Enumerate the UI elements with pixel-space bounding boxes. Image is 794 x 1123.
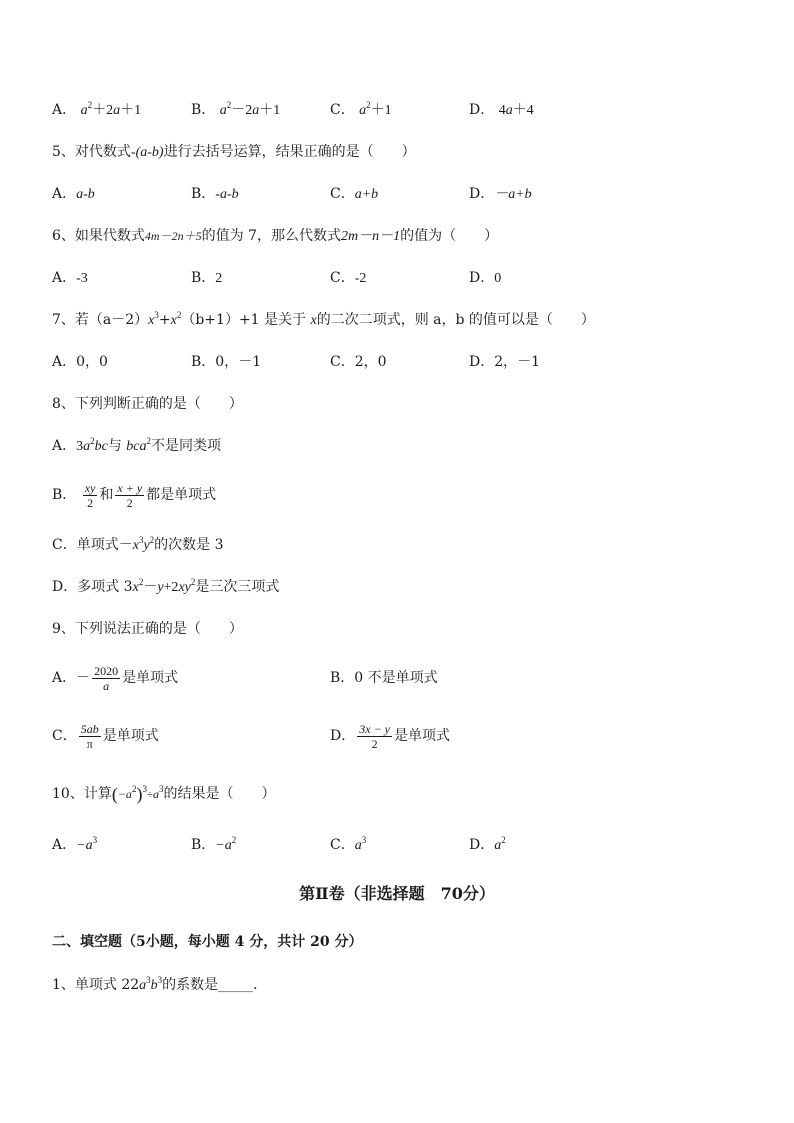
q8-option-b: B． $\frac{xy}{2}$ 和 $\frac{x + y}{2}$ 都是单项式	[52, 480, 217, 510]
part-title: 二、填空题（5小题，每小题 4 分，共计 20 分）	[52, 934, 363, 950]
q8-stem: 8、下列判断正确的是（ ）	[52, 396, 243, 412]
q8-option-d: D．多项式 $3x^2-y+2xy^2$是三次三项式	[52, 577, 280, 595]
q6-stem: 6、如果代数式4m－2n＋5的值为 7，那么代数式2m－n－1的值为（ ）	[52, 228, 499, 244]
q8-fraction-x-plus-y: $\frac{x + y}{2}$	[117, 480, 143, 510]
q9-option-a: A．－ $\frac{2020}{a}$ 是单项式	[52, 663, 179, 693]
q5-option-d: D．－a+b	[469, 186, 532, 202]
q5-stem: 5、对代数式-(a-b)进行去括号运算，结果正确的是（ ）	[52, 144, 416, 160]
q9-fraction-2020-a: $\frac{2020}{a}$	[94, 663, 119, 693]
q6-option-b: B．2	[191, 270, 223, 286]
q8-fraction-xy: $\frac{xy}{2}$	[84, 480, 96, 510]
q7-option-d: D．2，－1	[469, 354, 541, 370]
q8-option-c: C．单项式$-x^3y^2$的次数是 3	[52, 535, 224, 553]
q5-option-b: B．-a-b	[191, 186, 239, 202]
q4-option-d: D． 4a＋4	[469, 102, 534, 118]
q10-option-a: A．$-a^3$	[52, 835, 98, 853]
q7-option-c: C．2，0	[330, 354, 387, 370]
q6-option-a: A．-3	[52, 270, 88, 286]
q7-option-b: B．0，－1	[191, 354, 262, 370]
q10-option-b: B．$-a^2$	[191, 835, 237, 853]
q9-stem: 9、下列说法正确的是（ ）	[52, 621, 243, 637]
q7-stem: 7、若$(a-2)x^3+x^2(b+1)+1$ 是关于 x的二次二项式，则 a，b 的值可以是（ ）	[52, 310, 595, 328]
fill-q1: 1、单项式 $22a^3b^3$的系数是_____．	[52, 975, 268, 993]
q6-option-d: D．0	[469, 270, 502, 286]
q4-option-a: A． $a^2+2a+1$	[52, 100, 142, 118]
section-title: 第Ⅱ卷（非选择题 70分）	[299, 884, 495, 903]
q9-fraction-5ab-pi: $\frac{5ab}{\pi}$	[80, 721, 99, 751]
q9-option-d: D． $\frac{3x - y}{2}$ 是单项式	[330, 721, 450, 751]
q5-option-a: A．a-b	[52, 186, 95, 202]
q6-option-c: C．-2	[330, 270, 367, 286]
q7-option-a: A．0，0	[52, 354, 108, 370]
q5-option-c: C．a+b	[330, 186, 379, 202]
q10-stem: 10、计算$(-a^2)^3\div a^3$的结果是（ ）	[52, 784, 276, 804]
q10-option-c: C．$a^3$	[330, 835, 367, 853]
q8-option-a: A．$3a^2bc$与 bca$^2$不是同类项	[52, 436, 222, 454]
q4-option-c: C． $a^2+1$	[330, 100, 392, 118]
q9-option-c: C． $\frac{5ab}{\pi}$ 是单项式	[52, 721, 159, 751]
q9-fraction-3x-y: $\frac{3x - y}{2}$	[359, 721, 390, 751]
q4-option-b: B． $a^2-2a+1$	[191, 100, 281, 118]
q9-option-b: B．0 不是单项式	[330, 670, 438, 686]
q10-option-d: D．$a^2$	[469, 835, 506, 853]
